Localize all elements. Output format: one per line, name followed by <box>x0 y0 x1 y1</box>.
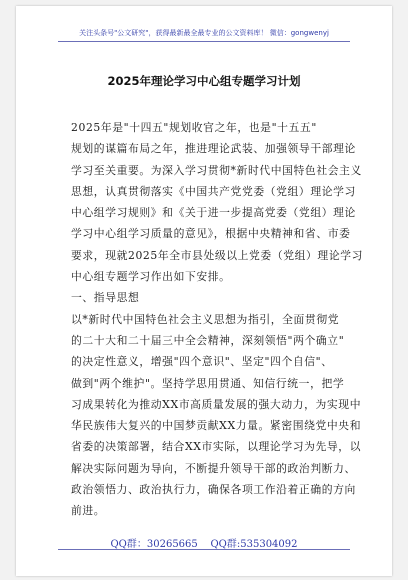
document-body <box>71 117 364 522</box>
body-line: 学习中心组学习质量的意见》，根据中央精神和省、市委 <box>71 227 351 241</box>
body-line: 解决实际问题为导向，不断提升领导干部的政治判断力、 <box>71 461 356 475</box>
body-line: 华民族伟大复兴的中国梦贡献XX力量。紧密围绕党中央和 <box>71 419 362 433</box>
page-header: 关注头条号"公文研究"，获得最新最全最专业的公文资料库！ 微信：gongwenyj <box>79 29 329 37</box>
document-page <box>16 6 392 576</box>
section-heading: 一、指导思想 <box>71 291 140 305</box>
body-line: 的二十大和二十届三中全会精神，深刻领悟"两个确立" <box>71 333 345 347</box>
body-line: 前进。 <box>71 504 106 518</box>
document-title: 2025年理论学习中心组专题学习计划 <box>107 74 301 88</box>
page-footer: QQ群：30265665 QQ群:535304092 <box>110 539 298 550</box>
body-line: 习成果转化为推动XX市高质量发展的强大动力，为实现中 <box>71 397 362 411</box>
body-line: 中心组学习规则》和《关于进一步提高党委（党组）理论 <box>71 206 356 220</box>
body-line: 学习至关重要。为深入学习贯彻*新时代中国特色社会主义 <box>71 163 362 177</box>
body-line: 以*新时代中国特色社会主义思想为指引，全面贯彻党 <box>71 312 340 326</box>
body-line: 要求，现就2025年全市县处级以上党委（党组）理论学习 <box>71 248 364 262</box>
body-line: 政治领悟力、政治执行力，确保各项工作沿着正确的方向 <box>71 483 356 497</box>
body-line: 省委的决策部署，结合XX市实际，以理论学习为先导，以 <box>71 440 362 454</box>
header-divider <box>58 41 350 42</box>
footer-divider <box>58 549 350 550</box>
body-line: 的决定性意义，增强"四个意识"、坚定"四个自信"、 <box>71 355 333 369</box>
body-line: 规划的谋篇布局之年，推进理论武装、加强领导干部理论 <box>71 142 356 156</box>
body-line: 中心组专题学习作出如下安排。 <box>71 270 231 284</box>
body-line: 思想，认真贯彻落实《中国共产党党委（党组）理论学习 <box>71 184 356 198</box>
body-line: 2025年是"十四五"规划收官之年，也是"十五五" <box>71 121 317 134</box>
body-line: 做到"两个维护"。坚持学思用贯通、知信行统一，把学 <box>71 376 345 390</box>
